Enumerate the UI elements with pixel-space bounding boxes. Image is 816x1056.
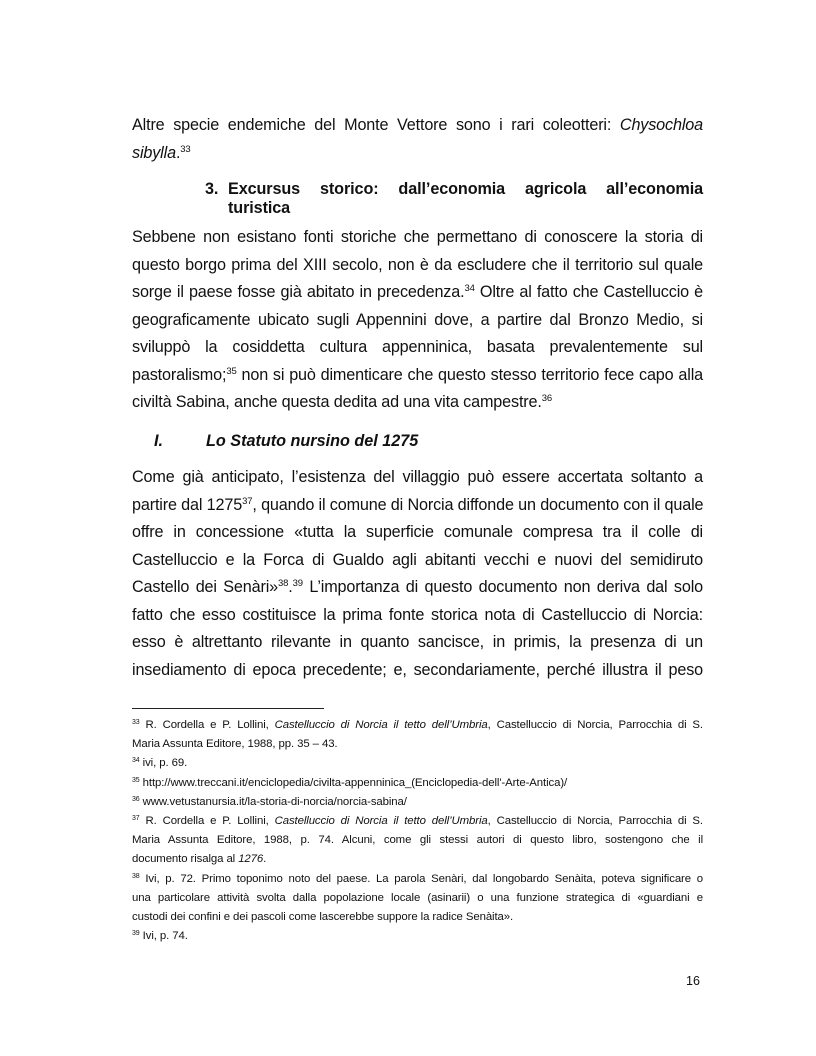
footnote-37-cont: documento risalga al 1276. — [132, 853, 267, 866]
text-line: civiltà Sabina, anche questa dedita ad una vita campestre.$^{36}$ — [132, 393, 553, 411]
text-line: Castelluccio e la Forca di Gualdo agli abitanti vecchi e nuovi del semidiruto — [132, 550, 703, 569]
footnote-ref-37[interactable]: 37 — [242, 495, 253, 507]
footnote-39: $^{39}$ Ivi, p. 74. — [132, 930, 188, 943]
footnote-33-cont: Maria Assunta Editore, 1988, pp. 35 – 43. — [132, 738, 338, 751]
text-line: Altre specie endemiche del Monte Vettore sono i rari coleotteri: Chysochloa — [132, 116, 703, 134]
text-line: sibylla.$^{33}$ — [132, 143, 191, 162]
subsection-number: I. — [154, 432, 163, 450]
footnote-ref-38[interactable]: 38 — [278, 578, 289, 589]
text-line: offre in concessione «tutta la superficie comunale compresa tra il colle di — [132, 523, 703, 541]
section-heading — [205, 180, 703, 218]
footnote-38-cont: custodi dei confini e dei pascoli come lascerebbe suppore la radice Senàita». — [132, 910, 514, 923]
footnote-37: $^{37}$ R. Cordella e P. Lollini, Castelluccio di Norcia il tetto dell’Umbria, Castelluccio di Norcia, Parrocchia di S. — [132, 814, 703, 827]
text-line: questo borgo prima del XIII secolo, non è da escludere che il territorio sul quale — [132, 255, 703, 274]
section-title-line-1: Excursus storico: dall’economia agricola all’economia — [228, 180, 703, 198]
footnote-ref-35[interactable]: 35 — [226, 365, 237, 377]
text-line: sorge il paese fosse già abitato in precedenza.$^{34}$ Oltre al fatto che Castelluccio è — [132, 283, 703, 301]
footnote-38-cont: una particolare attività svolta dalla popolazione locale (asinarii) o una funzione strategica di «guardiani e — [132, 891, 703, 904]
text-line: insediamento di epoca precedente; e, secondariamente, perché illustra il peso — [132, 660, 703, 679]
text-line: partire dal 1275$^{37}$, quando il comune di Norcia diffonde un documento con il quale — [132, 495, 704, 514]
footnotes — [132, 716, 703, 946]
page-number: 16 — [686, 974, 700, 988]
footnote-ref-34[interactable]: 34 — [464, 283, 475, 294]
paragraph-statuto — [132, 464, 703, 684]
footnote-36: $^{36}$ www.vetustanursia.it/la-storia-di-norcia/norcia-sabina/ — [132, 795, 407, 808]
text-line: fatto che esso costituisce la prima fonte storica nota di Castelluccio di Norcia: — [132, 605, 703, 624]
paragraph-intro — [132, 112, 703, 167]
footnote-37-cont: Maria Assunta Editore, 1988, p. 74. Alcuni, come gli stessi autori di questo libro, sostengono che il — [132, 834, 703, 847]
footnote-ref-36[interactable]: 36 — [541, 393, 553, 404]
text-line: pastoralismo;$^{35}$ non si può dimenticare che questo stesso territorio fece capo alla — [132, 365, 703, 384]
footnote-separator — [132, 708, 324, 709]
footnote-34: $^{34}$ ivi, p. 69. — [132, 757, 188, 770]
footnote-ref-39[interactable]: 39 — [292, 578, 303, 589]
footnote-35: $^{35}$ http://www.treccani.it/enciclopedia/civilta-appenninica_(Enciclopedia-dell'-Arte-Antica)/ — [132, 776, 568, 789]
text-line: Castello dei Senàri»$^{38}$.$^{39}$ L’importanza di questo documento non deriva dal solo — [132, 578, 703, 596]
section-number: 3. — [205, 180, 219, 198]
text-line: esso è altrettanto rilevante in quanto sancisce, in primis, la presenza di un — [132, 633, 703, 651]
paragraph-history — [132, 224, 703, 417]
footnote-link[interactable]: www.vetustanursia.it/la-storia-di-norcia/norcia-sabina/ — [139, 795, 407, 808]
text-line: Come già anticipato, l’esistenza del villaggio può essere accertata soltanto a — [132, 468, 703, 486]
footnote-ref-33[interactable]: 33 — [180, 143, 191, 155]
footnote-33: $^{33}$ R. Cordella e P. Lollini, Castelluccio di Norcia il tetto dell’Umbria, Castelluccio di Norcia, Parrocchia di S. — [132, 719, 703, 731]
text-line: sviluppò la cosiddetta cultura appenninica, basata prevalentemente sul — [132, 338, 703, 356]
text-line: Sebbene non esistano fonti storiche che permettano di conoscere la storia di — [132, 228, 703, 246]
section-title-line-2: turistica — [228, 199, 291, 217]
footnote-link[interactable]: http://www.treccani.it/enciclopedia/civilta-appenninica_(Enciclopedia-dell'-Arte-Antica)/ — [139, 776, 568, 789]
subsection-title: Lo Statuto nursino del 1275 — [206, 432, 419, 450]
footnote-38: $^{38}$ Ivi, p. 72. Primo toponimo noto del paese. La parola Senàri, dal longobardo Senàita, poteva significare o — [132, 872, 703, 885]
text-line: geograficamente ubicato sugli Appennini dove, a partire dal Bronzo Medio, si — [132, 310, 703, 329]
